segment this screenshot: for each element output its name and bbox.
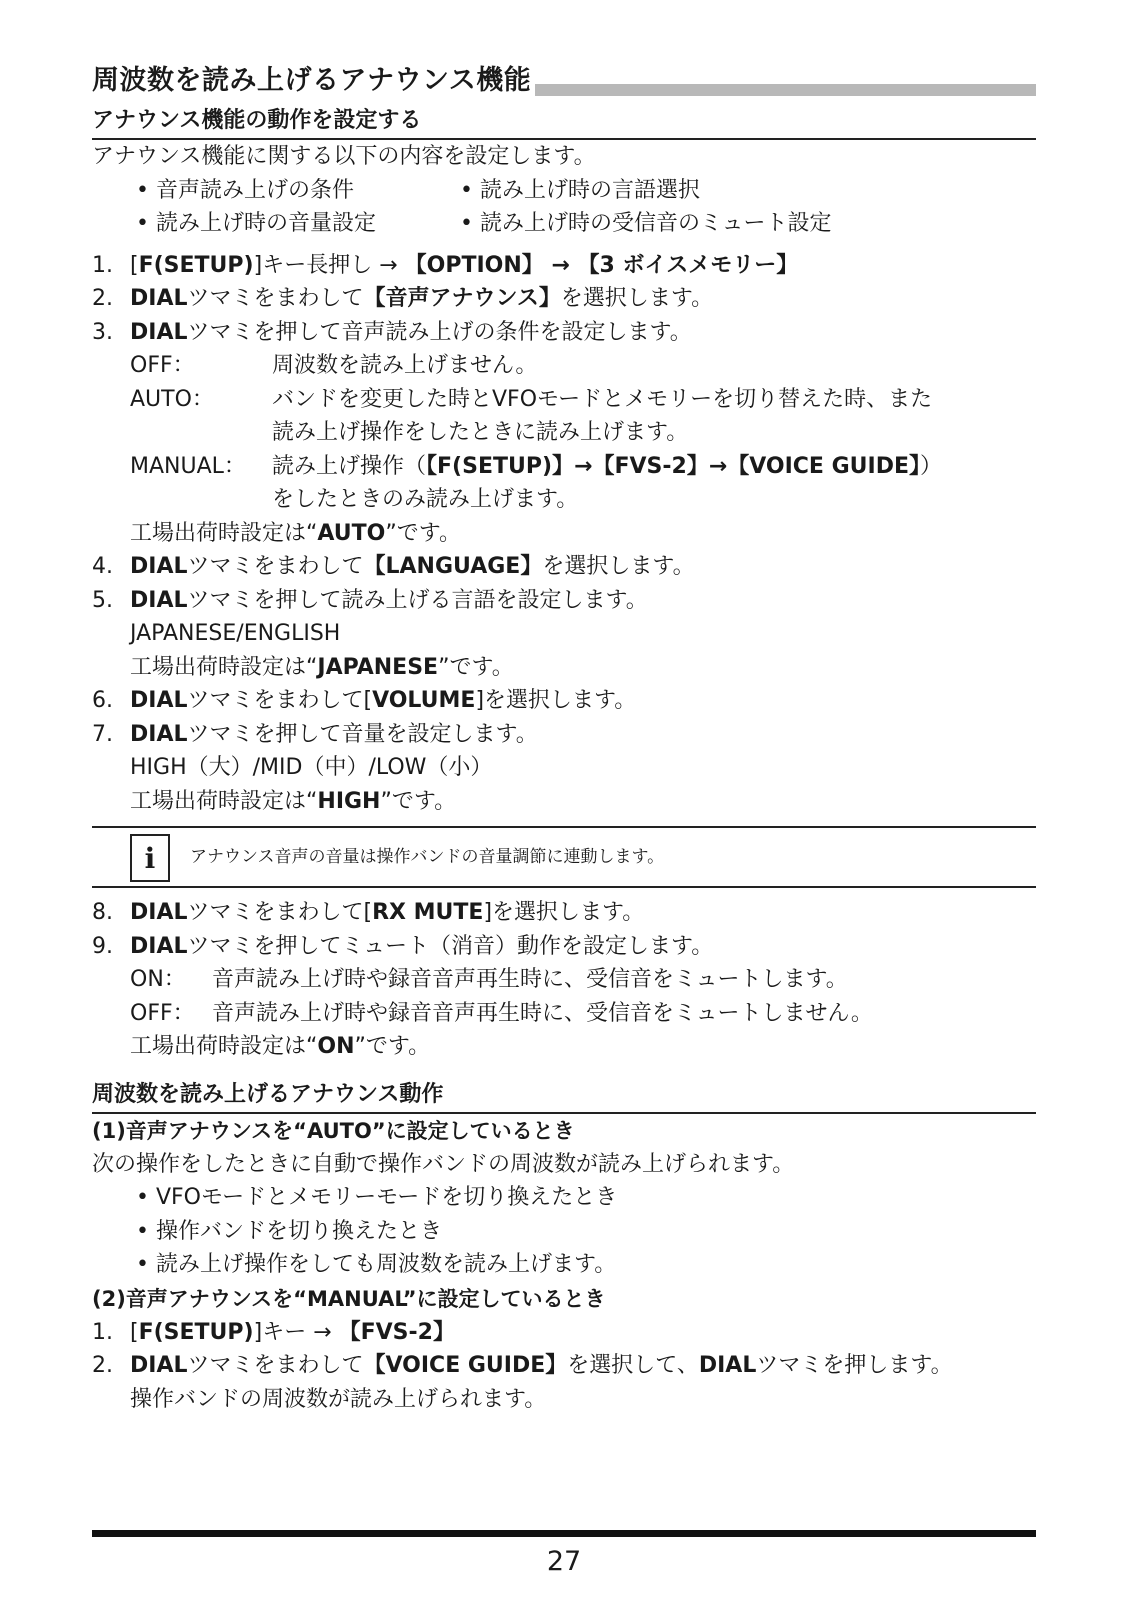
step-1 (92, 249, 1036, 283)
step-text: DIALツマミを押して音声読み上げの条件を設定します。 (130, 319, 692, 345)
default-setting: 工場出荷時設定は“JAPANESE”です。 (130, 654, 514, 680)
language-options: JAPANESE/ENGLISH (130, 621, 341, 646)
step-number: 8. (92, 900, 113, 925)
option-off: OFF： 周波数を読み上げません。 (130, 353, 538, 378)
option-on: ON： 音声読み上げ時や録音音声再生時に、受信音をミュートします。 (130, 967, 848, 992)
page-title: 周波数を読み上げるアナウンス機能 (92, 62, 535, 100)
default-setting: 工場出荷時設定は“AUTO”です。 (130, 520, 461, 546)
step-text: DIALツマミをまわして【音声アナウンス】を選択します。 (130, 286, 714, 311)
info-note (92, 826, 1036, 888)
default-setting: 工場出荷時設定は“ON”です。 (130, 1034, 431, 1059)
step-8 (92, 896, 1036, 930)
volume-options: HIGH（大）/MID（中）/LOW（小） (130, 755, 493, 780)
step-9 (92, 930, 1036, 964)
bullet-item: • 読み上げ時の音量設定 (136, 211, 376, 236)
step-text: DIALツマミをまわして[VOLUME]を選択します。 (130, 688, 637, 713)
step-text: DIALツマミをまわして【VOICE GUIDE】を選択して、DIALツマミを押します。 (130, 1353, 953, 1378)
step-text: DIALツマミをまわして【LANGUAGE】を選択します。 (130, 554, 695, 579)
step-6 (92, 684, 1036, 718)
bullet-row (92, 207, 1036, 241)
page-content (92, 62, 1036, 1416)
step-number: 1. (92, 1319, 113, 1345)
step-text: [F(SETUP)]キー長押し → 【OPTION】 → 【3 ボイスメモリー】 (130, 252, 799, 278)
option-manual-cont: をしたときのみ読み上げます。 (272, 487, 579, 512)
step-number: 5. (92, 587, 113, 613)
manual-step-1 (92, 1316, 1036, 1350)
section-heading-settings: アナウンス機能の動作を設定する (92, 104, 1036, 140)
bullet-item: • 音声読み上げの条件 (136, 177, 354, 203)
step-number: 7. (92, 721, 113, 747)
step-5 (92, 584, 1036, 618)
step-7 (92, 718, 1036, 752)
step-text: DIALツマミを押して読み上げる言語を設定します。 (130, 587, 648, 613)
step-number: 2. (92, 1353, 113, 1378)
step-result: 操作バンドの周波数が読み上げられます。 (130, 1386, 547, 1412)
step-text: DIALツマミを押してミュート（消音）動作を設定します。 (130, 933, 714, 959)
step-number: 4. (92, 554, 113, 579)
step-number: 9. (92, 933, 113, 959)
subheading-manual: (2)音声アナウンスを“MANUAL”に設定しているとき (92, 1286, 606, 1311)
subheading-auto: (1)音声アナウンスを“AUTO”に設定しているとき (92, 1118, 575, 1143)
info-icon: i (130, 834, 170, 882)
bullet-item: • VFOモードとメモリーモードを切り換えたとき (136, 1185, 618, 1210)
step-number: 1. (92, 252, 113, 278)
bullet-item: • 読み上げ時の言語選択 (460, 177, 700, 203)
footer-rule (92, 1530, 1036, 1537)
manual-step-2 (92, 1349, 1036, 1383)
intro-text: アナウンス機能に関する以下の内容を設定します。 (92, 144, 596, 169)
bullet-row (92, 174, 1036, 208)
section-heading-operation: 周波数を読み上げるアナウンス動作 (92, 1078, 1036, 1114)
page-number: 27 (546, 1546, 582, 1577)
option-auto: AUTO： バンドを変更した時とVFOモードとメモリーを切り替えた時、また (130, 386, 933, 412)
intro-text: 次の操作をしたときに自動で操作バンドの周波数が読み上げられます。 (92, 1151, 795, 1177)
step-text: DIALツマミを押して音量を設定します。 (130, 721, 538, 747)
title-block (92, 62, 1036, 102)
note-text: アナウンス音声の音量は操作バンドの音量調節に連動します。 (190, 847, 665, 867)
step-text: DIALツマミをまわして[RX MUTE]を選択します。 (130, 900, 645, 925)
step-text: [F(SETUP)]キー → 【FVS-2】 (130, 1319, 455, 1345)
bullet-item: • 操作バンドを切り換えたとき (136, 1218, 442, 1244)
option-off: OFF： 音声読み上げ時や録音音声再生時に、受信音をミュートしません。 (130, 1000, 873, 1026)
option-manual: MANUAL： 読み上げ操作（【F(SETUP)】→【FVS-2】→【VOICE GUIDE】） (130, 453, 943, 479)
step-number: 3. (92, 319, 113, 345)
step-4 (92, 550, 1036, 584)
step-3 (92, 316, 1036, 350)
step-2 (92, 282, 1036, 316)
step-number: 6. (92, 688, 113, 713)
default-setting: 工場出荷時設定は“HIGH”です。 (130, 788, 457, 814)
bullet-item: • 読み上げ操作をしても周波数を読み上げます。 (136, 1252, 617, 1277)
option-auto-cont: 読み上げ操作をしたときに読み上げます。 (272, 420, 689, 445)
step-number: 2. (92, 286, 113, 311)
bullet-item: • 読み上げ時の受信音のミュート設定 (460, 211, 832, 236)
